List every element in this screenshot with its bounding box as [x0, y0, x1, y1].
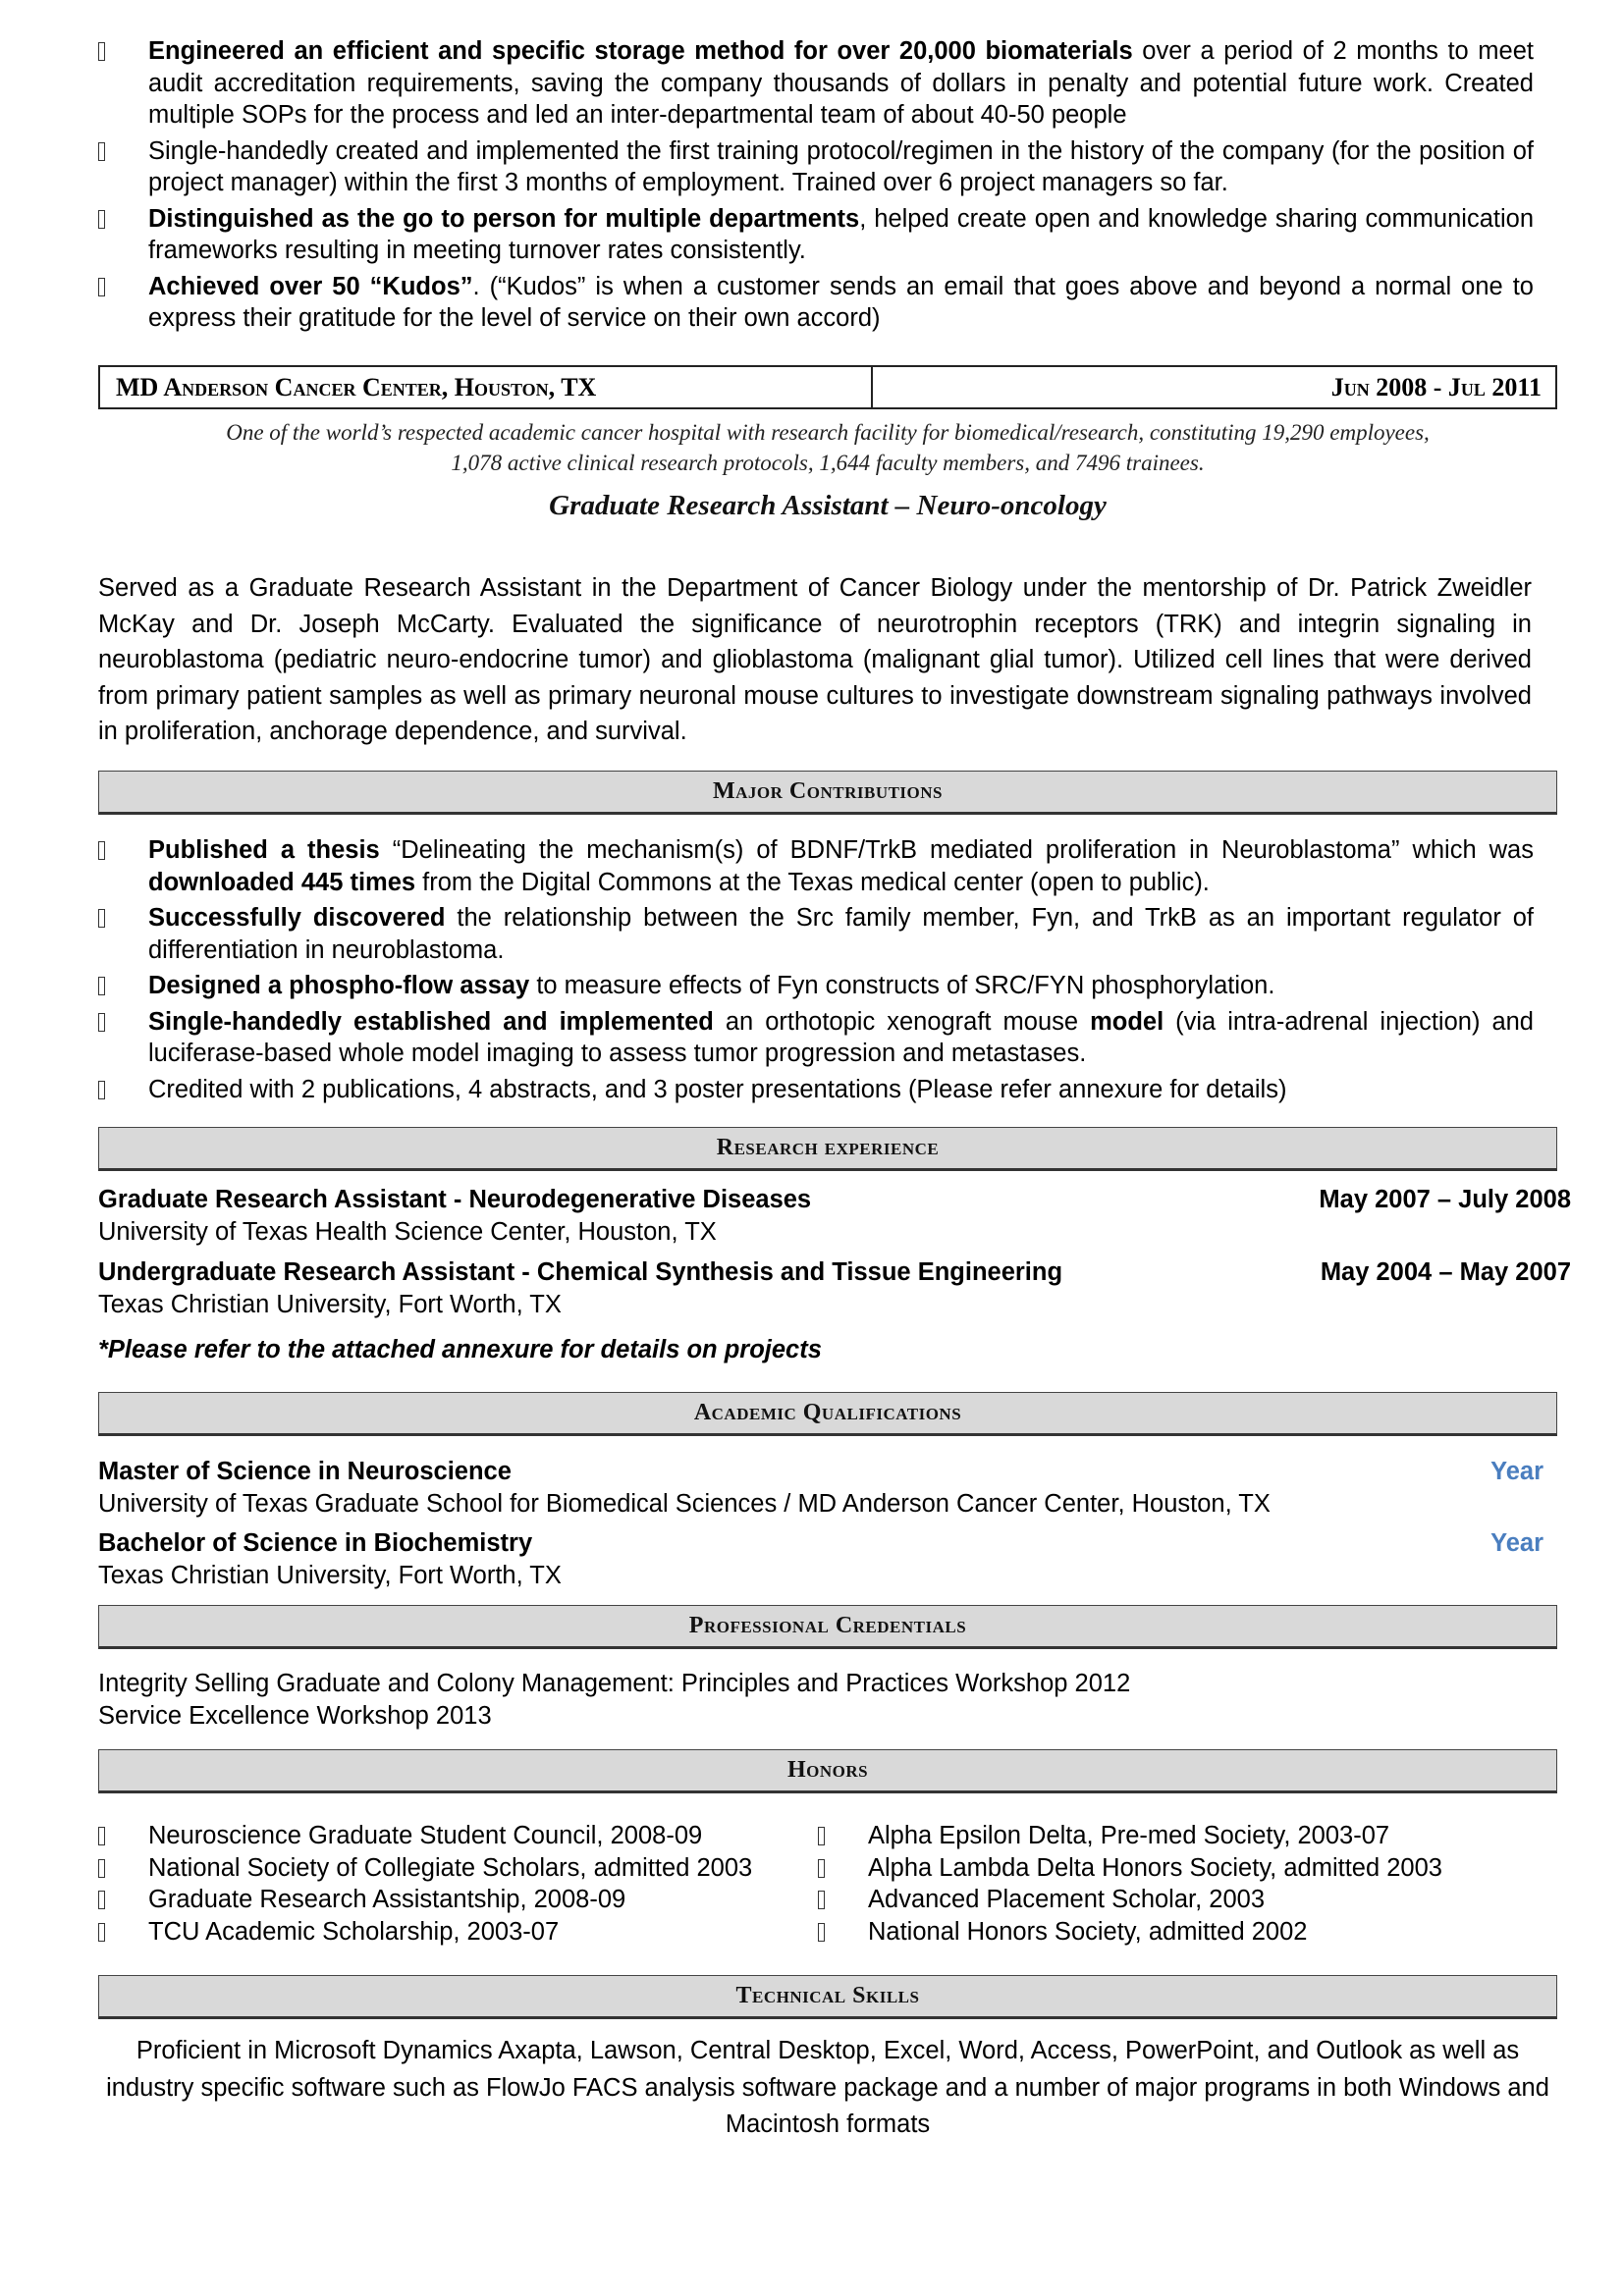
honor-item [818, 1852, 1442, 1885]
bullet-icon [98, 135, 137, 168]
research-entry [98, 1184, 1571, 1249]
bullet-icon [818, 1916, 857, 1949]
section-header-technical-skills: Technical Skills [98, 1975, 1557, 2019]
contribution-text: from the Digital Commons at the Texas medical center (open to public). [415, 868, 1210, 896]
honor-text: Alpha Lambda Delta Honors Society, admitted 2003 [868, 1853, 1442, 1882]
research-entry-title: Undergraduate Research Assistant - Chemical Synthesis and Tissue Engineering [98, 1258, 1063, 1286]
achievement-item [98, 135, 1534, 199]
employer-description-line: 1,078 active clinical research protocols, 1,644 faculty members, and 7496 trainees. [451, 451, 1205, 475]
bullet-icon [98, 902, 137, 934]
achievement-text: over a period of 2 months to meet audit accreditation requirements, saving the company thousands of dollars in penalty and potential future work. Created multiple SOPs for the process and led an inter-departmental team of about 40-50 people [148, 37, 1534, 129]
contribution-highlight: model [1090, 1007, 1164, 1036]
achievement-text: . (“Kudos” is when a customer sends an email that goes above and beyond a normal one to express their gratitude for the level of service on their own accord) [148, 272, 1534, 332]
bullet-icon [98, 1852, 137, 1885]
credential-item: Integrity Selling Graduate and Colony Management: Principles and Practices Workshop 2012 [98, 1670, 1131, 1697]
bullet-icon [98, 1820, 137, 1852]
honor-item [818, 1884, 1442, 1916]
honor-text: Alpha Epsilon Delta, Pre-med Society, 2003-07 [868, 1822, 1390, 1849]
honor-item [818, 1820, 1442, 1852]
contribution-highlight: Published a thesis [148, 836, 380, 864]
honor-text: TCU Academic Scholarship, 2003-07 [148, 1918, 560, 1947]
research-entry-title: Graduate Research Assistant - Neurodegenerative Diseases [98, 1186, 812, 1213]
bullet-icon [98, 271, 137, 303]
achievement-highlight: Engineered an efficient and specific storage method for over 20,000 biomaterials [148, 37, 1133, 65]
employer-header [98, 365, 1557, 409]
contribution-highlight: Designed a phospho-flow assay [148, 972, 530, 999]
previous-job-achievements [98, 35, 1534, 335]
contribution-text: (via intra-adrenal injection) and luciferase-based whole model imaging to assess tumor progression and metastases. [148, 1007, 1534, 1067]
research-entry-place: University of Texas Health Science Center, Houston, TX [98, 1218, 717, 1246]
honor-item [98, 1884, 818, 1916]
bullet-icon [818, 1820, 857, 1852]
degree-school: University of Texas Graduate School for Biomedical Sciences / MD Anderson Cancer Center, Houston, TX [98, 1490, 1271, 1518]
degree-entry [98, 1456, 1557, 1521]
contribution-text: Credited with 2 publications, 4 abstracts, and 3 poster presentations (Please refer annexure for details) [148, 1075, 1287, 1103]
bullet-icon [98, 834, 137, 867]
employer-name: MD Anderson Cancer Center, Houston, TX [100, 367, 873, 407]
honor-item [818, 1916, 1442, 1949]
section-header-professional-credentials: Professional Credentials [98, 1605, 1557, 1649]
contribution-item [98, 1074, 1534, 1106]
major-contributions-list [98, 834, 1534, 1105]
contribution-text: an orthotopic xenograft mouse [713, 1007, 1091, 1036]
annexure-note: *Please refer to the attached annexure for details on projects [98, 1336, 822, 1363]
bullet-icon [818, 1852, 857, 1885]
honor-text: Graduate Research Assistantship, 2008-09 [148, 1886, 626, 1914]
honor-item [98, 1852, 818, 1885]
achievement-item [98, 35, 1534, 132]
bullet-icon [818, 1884, 857, 1916]
research-entry-dates: May 2004 – May 2007 [1320, 1258, 1571, 1286]
degree-school: Texas Christian University, Fort Worth, TX [98, 1562, 562, 1589]
bullet-icon [98, 1074, 137, 1106]
degree-title: Bachelor of Science in Biochemistry [98, 1529, 533, 1557]
degree-year: Year [1490, 1458, 1543, 1485]
credentials-list [98, 1668, 1130, 1733]
bullet-icon [98, 1006, 137, 1039]
honor-item [98, 1916, 818, 1949]
credential-item: Service Excellence Workshop 2013 [98, 1702, 492, 1730]
contribution-highlight: Single-handedly established and implemented [148, 1007, 714, 1036]
honors-list [98, 1820, 1557, 1949]
employer-description-line: One of the world’s respected academic cancer hospital with research facility for biomedical/research, constituting 19,290 employees, [226, 420, 1430, 445]
contribution-item [98, 970, 1534, 1002]
section-header-research-experience: Research experience [98, 1127, 1557, 1171]
bullet-icon [98, 970, 137, 1002]
contribution-item [98, 1006, 1534, 1070]
contribution-text: the relationship between the Src family member, Fyn, and TrkB as an important regulator of differentiation in neuroblastoma. [148, 904, 1534, 964]
contribution-text: “Delineating the mechanism(s) of BDNF/TrkB mediated proliferation in Neuroblastoma” which was [379, 836, 1534, 864]
contribution-item [98, 834, 1534, 898]
research-entry [98, 1256, 1571, 1321]
technical-skills-text: Proficient in Microsoft Dynamics Axapta, Lawson, Central Desktop, Excel, Word, Access, PowerPoint, and Outlook as well as industry specific software such as FlowJo FACS analysis software package and a number of major programs in both Windows and Macintosh formats [106, 2037, 1549, 2138]
bullet-icon [98, 35, 137, 68]
degree-entry [98, 1527, 1557, 1592]
achievement-text: Single-handedly created and implemented the first training protocol/regimen in the history of the company (for the position of project manager) within the first 3 months of employment. Trained over 6 project managers so far. [148, 136, 1534, 196]
bullet-icon [98, 1916, 137, 1949]
contribution-highlight: downloaded 445 times [148, 868, 416, 896]
degree-year: Year [1490, 1529, 1543, 1557]
contribution-highlight: Successfully discovered [148, 904, 446, 932]
bullet-icon [98, 1884, 137, 1916]
bullet-icon [98, 203, 137, 236]
achievement-item [98, 271, 1534, 335]
achievement-text: , helped create open and knowledge sharing communication frameworks resulting in meeting turnover rates consistently. [148, 204, 1534, 264]
honors-column-right [818, 1820, 1442, 1949]
degree-title: Master of Science in Neuroscience [98, 1458, 512, 1485]
section-header-academic-qualifications: Academic Qualifications [98, 1392, 1557, 1436]
contribution-text: to measure effects of Fyn constructs of SRC/FYN phosphorylation. [529, 972, 1275, 999]
achievement-highlight: Distinguished as the go to person for multiple departments [148, 204, 860, 233]
research-entry-place: Texas Christian University, Fort Worth, TX [98, 1291, 562, 1318]
honor-text: National Society of Collegiate Scholars, admitted 2003 [148, 1853, 753, 1882]
achievement-highlight: Achieved over 50 “Kudos” [148, 272, 473, 300]
section-header-honors: Honors [98, 1749, 1557, 1793]
research-entry-dates: May 2007 – July 2008 [1319, 1186, 1571, 1213]
achievement-item [98, 203, 1534, 267]
honor-text: Advanced Placement Scholar, 2003 [868, 1886, 1266, 1914]
job-summary: Served as a Graduate Research Assistant in the Department of Cancer Biology under the mentorship of Dr. Patrick Zweidler McKay and Dr. Joseph McCarty. Evaluated the significance of neurotrophin receptors (TRK) and integrin signaling in neuroblastoma (pediatric neuro-endocrine tumor) and glioblastoma (malignant glial tumor). Utilized cell lines that were derived from primary patient samples as well as primary neuronal mouse cultures to investigate downstream signaling pathways involved in proliferation, anchorage dependence, and survival. [98, 574, 1532, 745]
employment-dates: Jun 2008 - Jul 2011 [1330, 372, 1542, 401]
employer-description [98, 417, 1557, 478]
honor-text: National Honors Society, admitted 2002 [868, 1918, 1308, 1947]
honor-text: Neuroscience Graduate Student Council, 2008-09 [148, 1822, 703, 1849]
honor-item [98, 1820, 818, 1852]
honors-column-left [98, 1820, 818, 1949]
section-header-major-contributions: Major Contributions [98, 771, 1557, 815]
contribution-item [98, 902, 1534, 966]
job-title: Graduate Research Assistant – Neuro-oncology [549, 490, 1107, 521]
